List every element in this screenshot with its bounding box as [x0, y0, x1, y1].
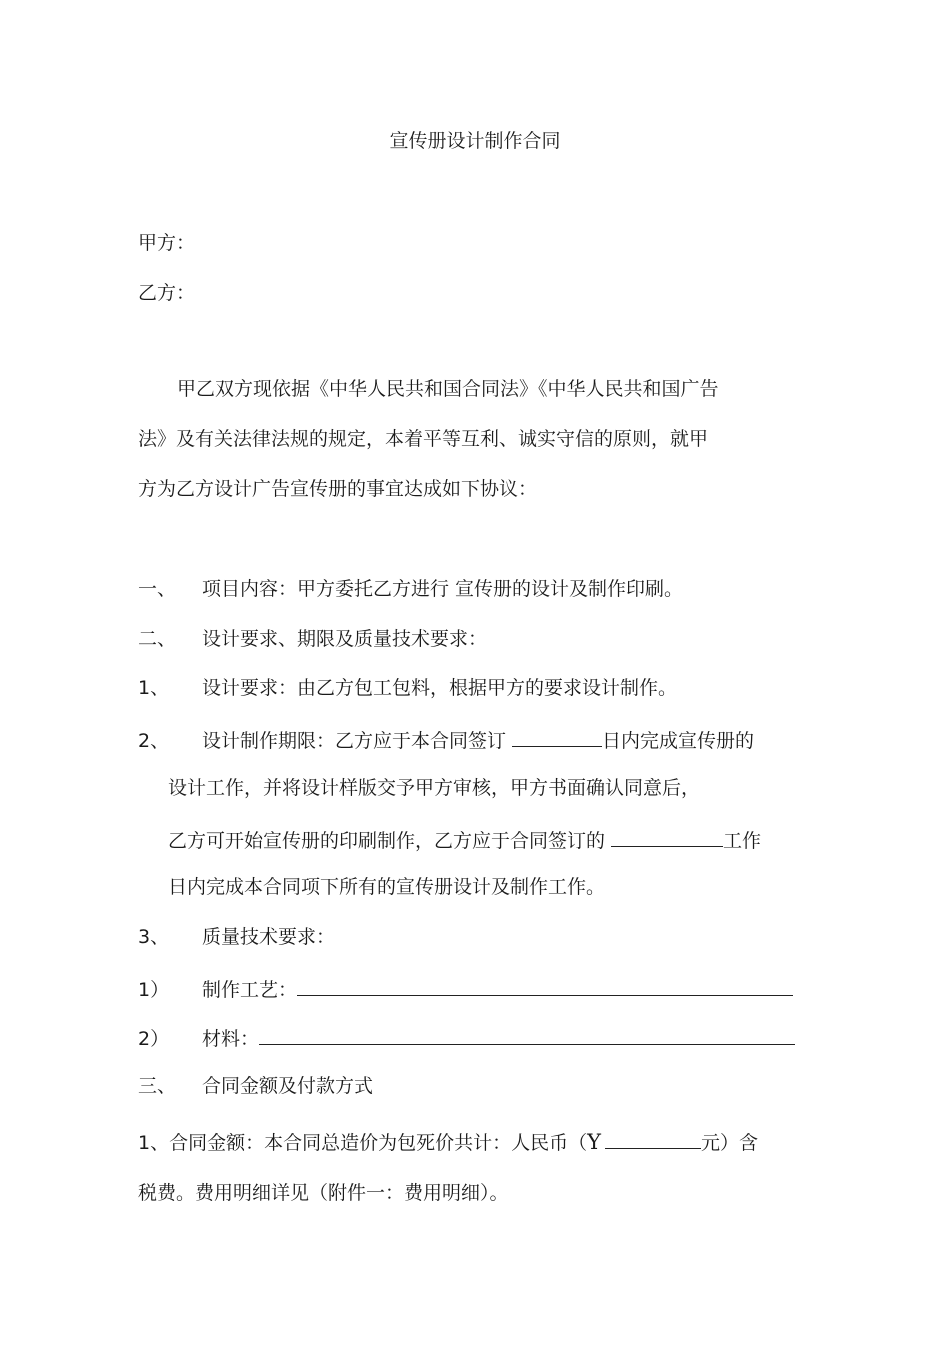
item-text: 质量技术要求：	[202, 926, 336, 948]
item-2-line-2: 设计工作，并将设计样版交予甲方审核，甲方书面确认同意后，	[168, 777, 701, 799]
sub-item-number: 2）	[138, 1028, 170, 1050]
item-2-line-4: 日内完成本合同项下所有的宣传册设计及制作工作。	[168, 876, 606, 898]
item-text: 日内完成宣传册的	[602, 730, 755, 752]
sub-item-number: 1）	[138, 979, 170, 1001]
working-days-blank[interactable]	[611, 826, 723, 847]
material-blank[interactable]	[259, 1024, 795, 1045]
section-number: 一、	[138, 578, 177, 600]
days-blank[interactable]	[512, 726, 602, 747]
amount-line-1	[138, 1128, 758, 1155]
section-text: 项目内容：甲方委托乙方进行 宣传册的设计及制作印刷。	[202, 578, 684, 600]
intro-line-3: 方为乙方设计广告宣传册的事宜达成如下协议：	[138, 478, 538, 500]
item-number: 1、	[138, 677, 170, 699]
amount-text: 元）含	[700, 1132, 758, 1154]
section-1	[138, 577, 683, 601]
item-text: 工作	[723, 830, 762, 852]
item-text: 设计制作期限：乙方应于本合同签订	[202, 730, 513, 752]
party-b-label: 乙方：	[138, 282, 196, 304]
item-1	[138, 676, 677, 700]
page-title: 宣传册设计制作合同	[389, 130, 561, 152]
process-blank[interactable]	[297, 975, 793, 996]
section-number: 三、	[138, 1075, 177, 1097]
section-2	[138, 627, 487, 651]
intro-line-2: 法》及有关法律法规的规定，本着平等互利、诚实守信的原则，就甲	[138, 428, 709, 450]
sub-item-text: 制作工艺：	[202, 979, 298, 1001]
sub-item-1	[138, 975, 793, 1002]
item-text: 乙方可开始宣传册的印刷制作，乙方应于合同签订的	[168, 830, 612, 852]
item-text: 设计要求：由乙方包工包料，根据甲方的要求设计制作。	[202, 677, 678, 699]
section-number: 二、	[138, 628, 177, 650]
amount-text: 1、合同金额：本合同总造价为包死价共计：人民币（	[138, 1132, 588, 1154]
item-2-line-3	[168, 826, 761, 853]
item-number: 3、	[138, 926, 170, 948]
sub-item-text: 材料：	[202, 1028, 260, 1050]
item-2-line-1	[138, 726, 754, 753]
section-3	[138, 1074, 373, 1098]
item-number: 2、	[138, 730, 170, 752]
section-text: 设计要求、期限及质量技术要求：	[202, 628, 488, 650]
amount-line-2: 税费。费用明细详见（附件一：费用明细）。	[138, 1182, 509, 1204]
yen-symbol: Y	[587, 1130, 601, 1154]
sub-item-2	[138, 1024, 795, 1051]
section-text: 合同金额及付款方式	[202, 1075, 374, 1097]
party-a-label: 甲方：	[138, 232, 196, 254]
item-3	[138, 925, 335, 949]
amount-blank[interactable]	[605, 1128, 701, 1149]
intro-line-1: 甲乙双方现依据《中华人民共和国合同法》《中华人民共和国广告	[177, 378, 719, 400]
